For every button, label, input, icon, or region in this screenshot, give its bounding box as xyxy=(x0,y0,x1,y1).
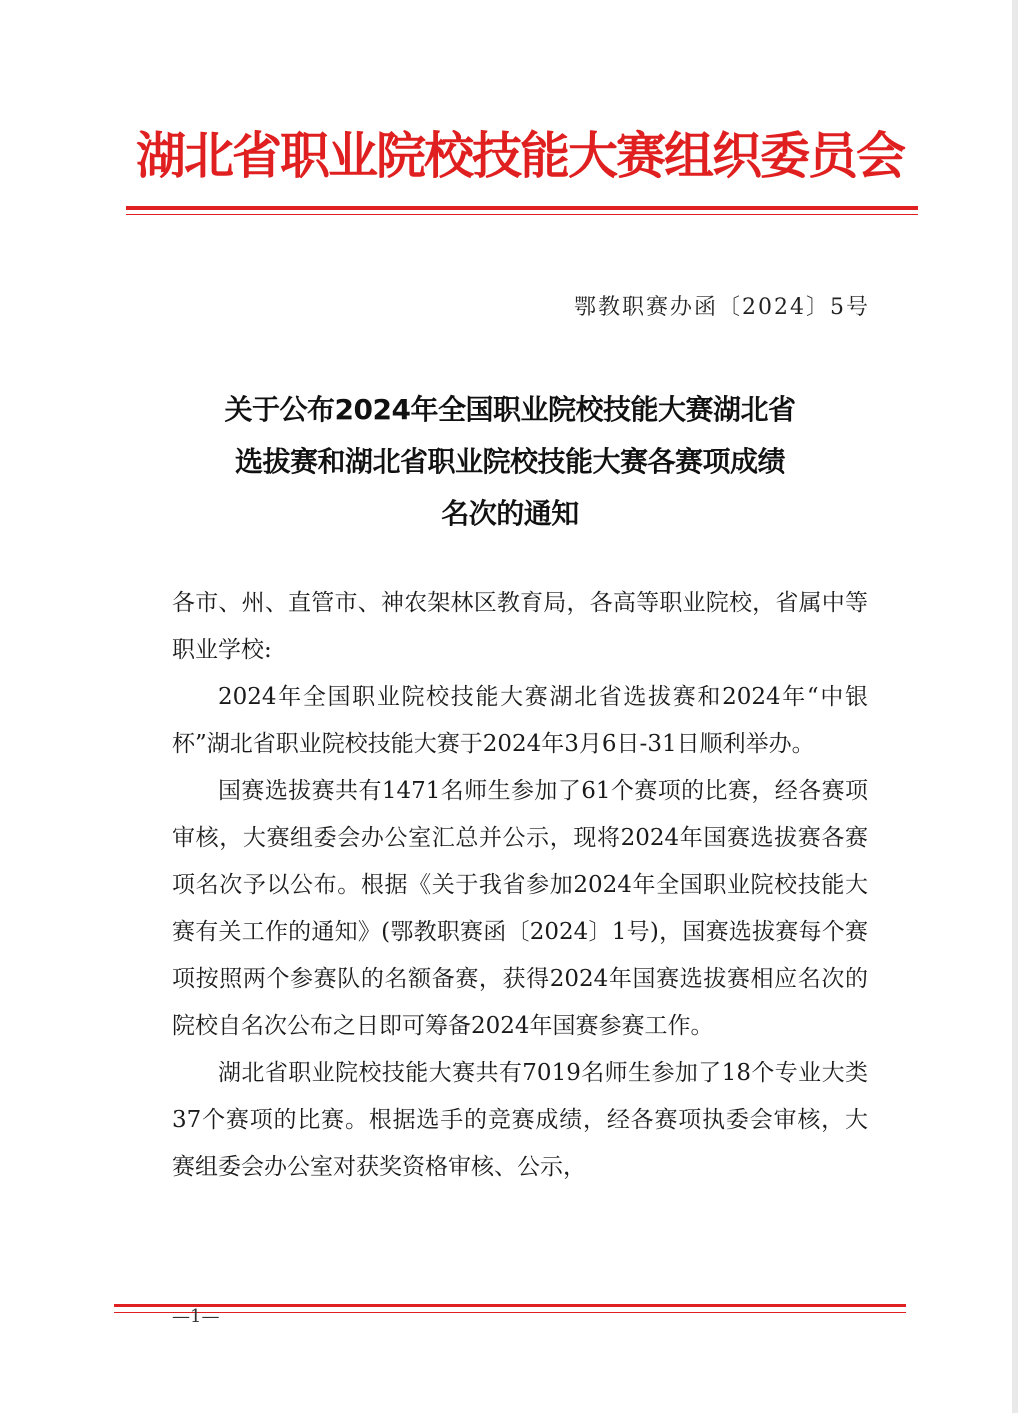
title-line: 选拔赛和湖北省职业院校技能大赛各赛项成绩 xyxy=(234,445,785,478)
title-line: 关于公布2024年全国职业院校技能大赛湖北省 xyxy=(224,393,796,426)
header-rule-thin xyxy=(126,214,918,215)
org-header-title: 湖北省职业院校技能大赛组织委员会 xyxy=(136,127,904,185)
salutation: 各市、州、直管市、神农架林区教育局，各高等职业院校，省属中等职业学校: xyxy=(172,590,868,663)
footer-rule-thin xyxy=(114,1312,906,1313)
body-paragraph: 湖北省职业院校技能大赛共有7019名师生参加了18个专业大类37个赛项的比赛。根据选手的竞赛成绩，经各赛项执委会审核，大赛组委会办公室对获奖资格审核、公示， xyxy=(172,1060,868,1180)
page-number: —1— xyxy=(172,1306,220,1327)
body-paragraph: 2024年全国职业院校技能大赛湖北省选拔赛和2024年“中银杯”湖北省职业院校技能大赛于2024年3月6日-31日顺利举办。 xyxy=(172,684,868,757)
document-number: 鄂教职赛办函〔2024〕5号 xyxy=(574,295,870,320)
title-line: 名次的通知 xyxy=(441,497,579,530)
document-title xyxy=(150,384,870,540)
page-edge xyxy=(1012,0,1018,1413)
footer-rule-thick xyxy=(114,1304,906,1307)
header-rule-thick xyxy=(126,206,918,210)
body-paragraph: 国赛选拔赛共有1471名师生参加了61个赛项的比赛，经各赛项审核，大赛组委会办公室汇总并公示，现将2024年国赛选拔赛各赛项名次予以公布。根据《关于我省参加2024年全国职业院校技能大赛有关工作的通知》(鄂教职赛函〔2024〕1号)，国赛选拔赛每个赛项按照两个参赛队的名额备赛，获得2024年国赛选拔赛相应名次的院校自名次公布之日即可筹备2024年国赛参赛工作。 xyxy=(172,778,868,1039)
document-body xyxy=(172,580,868,1191)
